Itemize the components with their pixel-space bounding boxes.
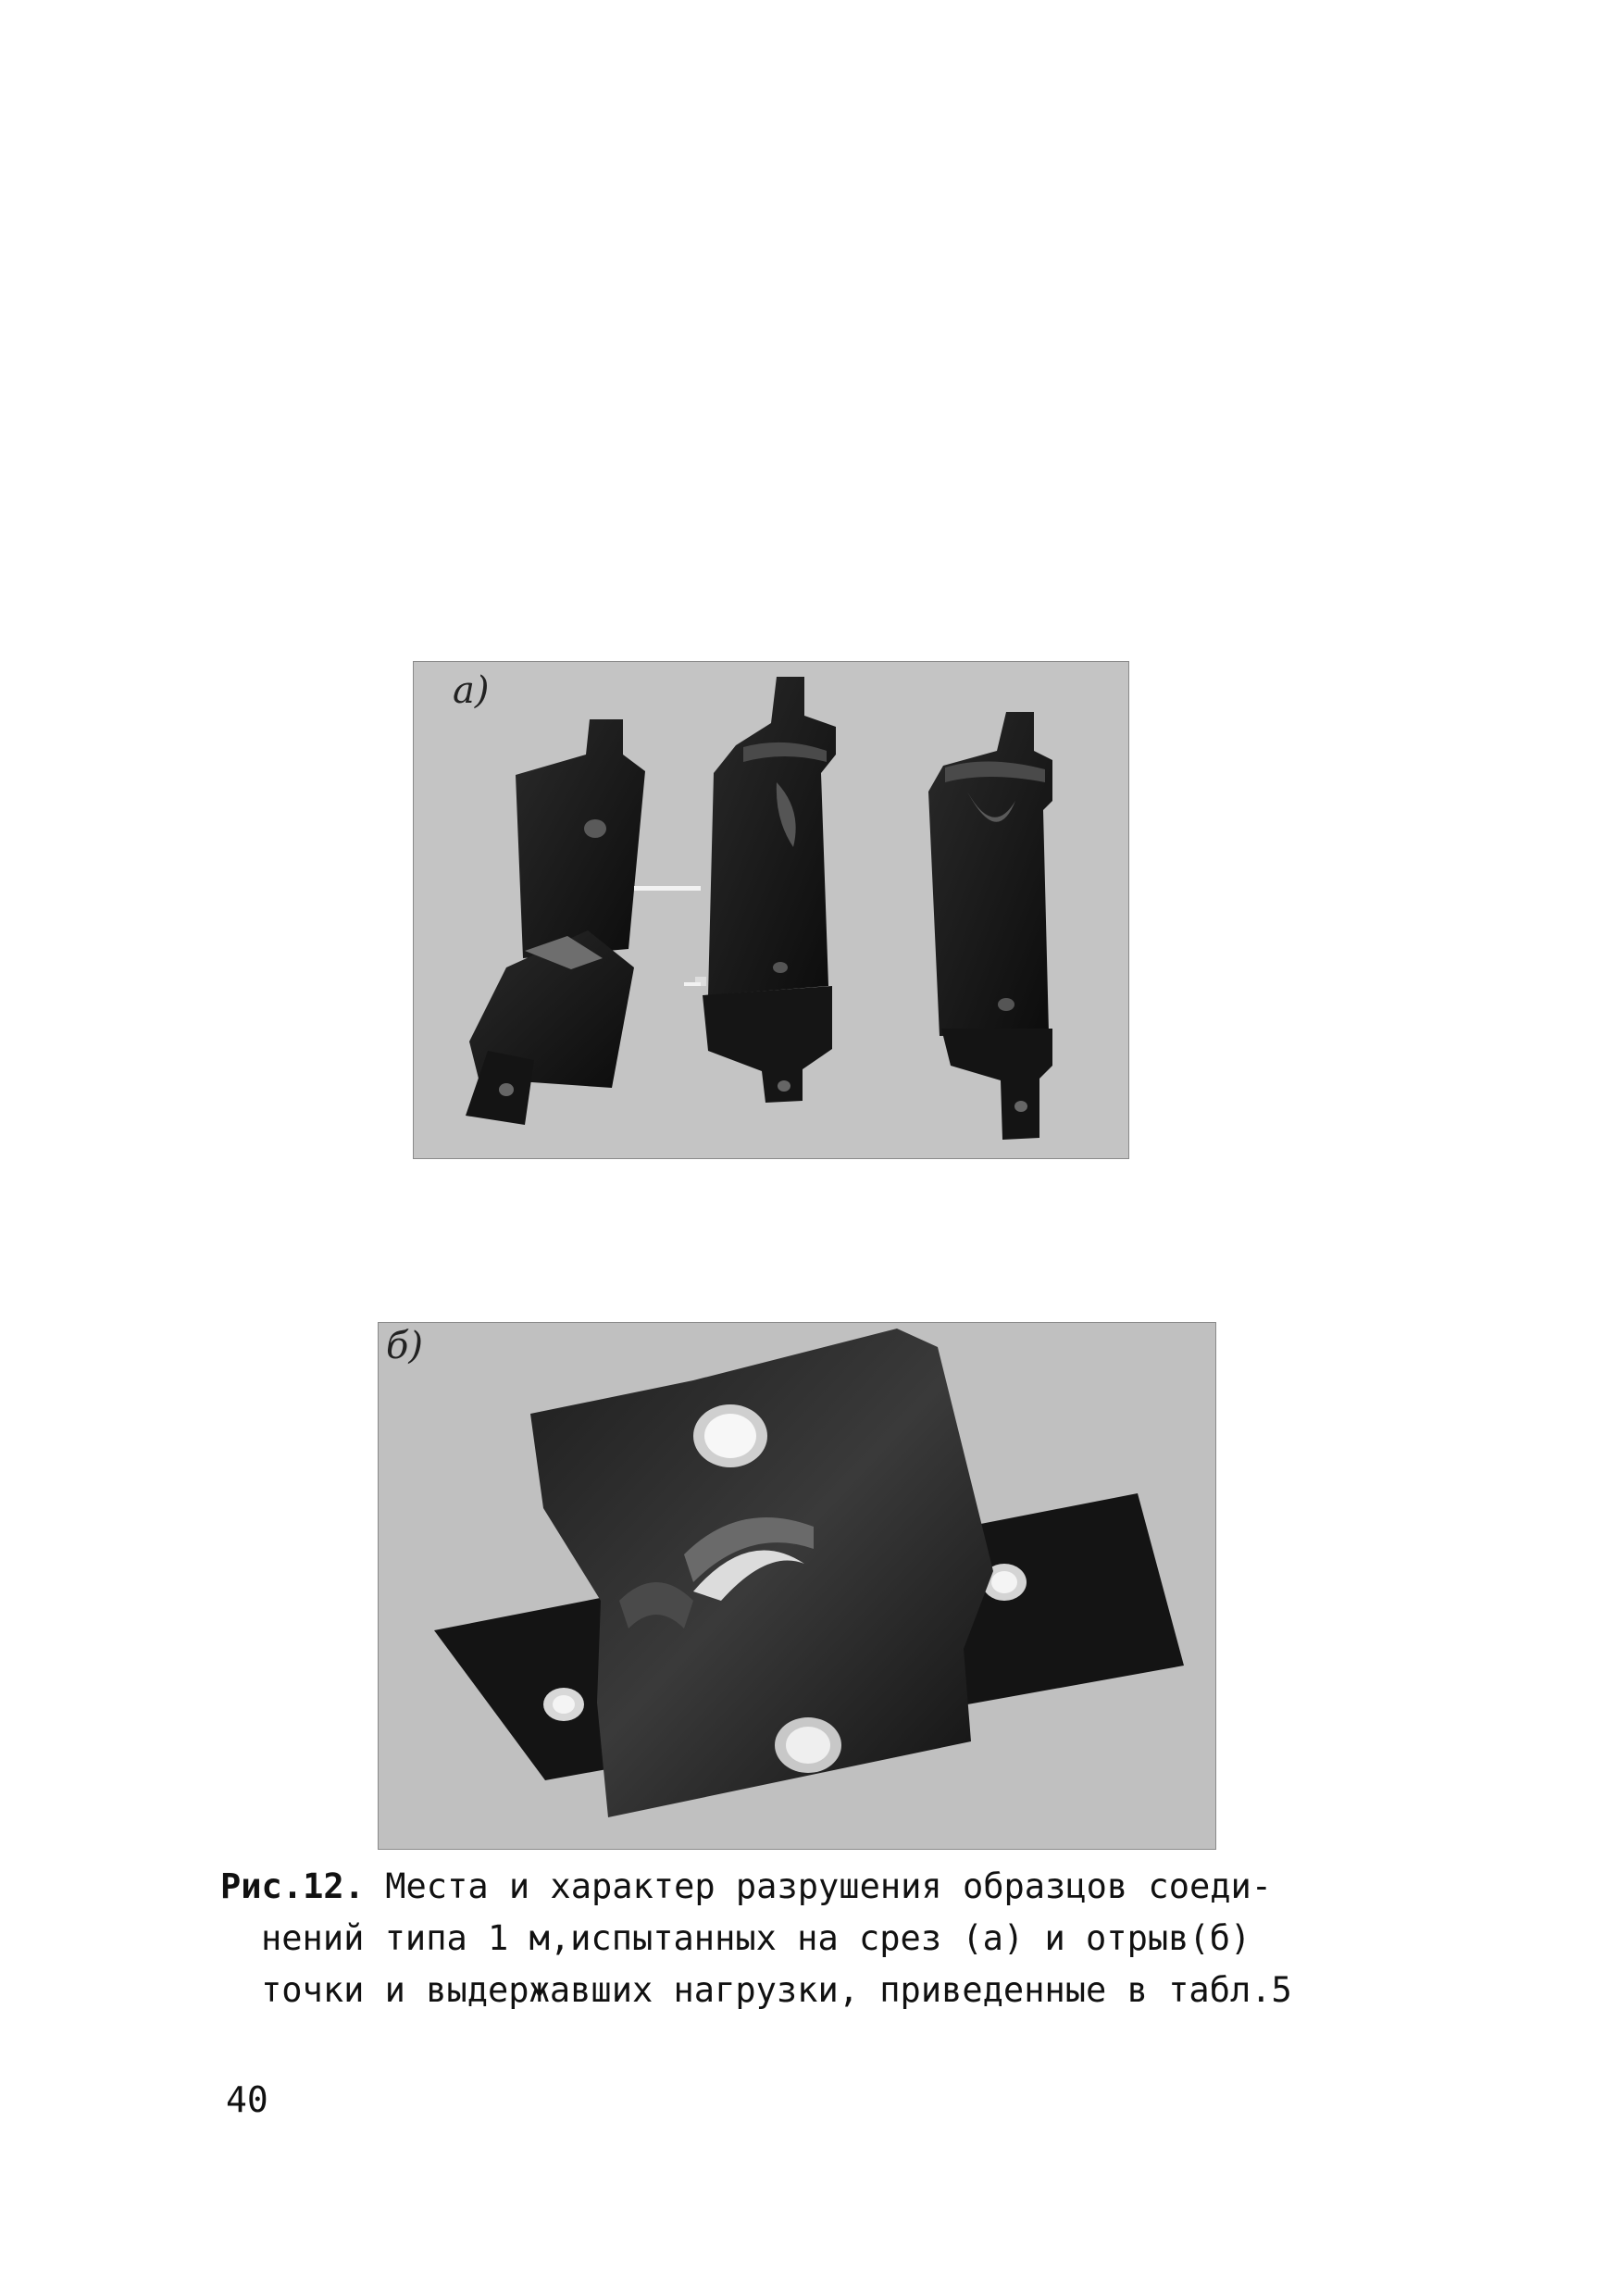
photo-tension-specimen	[378, 1322, 1216, 1850]
caption-text-1: Места и характер разрушения образцов соеди-	[385, 1866, 1273, 1906]
caption-line-3: точки и выдержавших нагрузки, приведенные в табл.5	[261, 1970, 1292, 2010]
figure-caption	[220, 1861, 1479, 2016]
specimen-left	[466, 719, 645, 1125]
caption-line-1	[220, 1861, 1479, 1913]
caption-line-2: нений типа 1 м,испытанных на срез (а) и отрыв(б)	[261, 1918, 1251, 1958]
specimen-middle	[695, 677, 836, 1103]
panel-label-b: б)	[386, 1325, 424, 1367]
glare-mark	[634, 886, 701, 891]
specimen-right	[928, 712, 1052, 1140]
photo-shear-specimens	[413, 661, 1129, 1159]
figure-number: Рис.12.	[220, 1866, 365, 1906]
page-number: 40	[226, 2079, 268, 2120]
panel-label-a: а)	[453, 669, 490, 712]
shear-specimens-image	[414, 662, 1128, 1158]
tension-specimen-image	[379, 1323, 1215, 1849]
glare-mark	[684, 982, 701, 986]
